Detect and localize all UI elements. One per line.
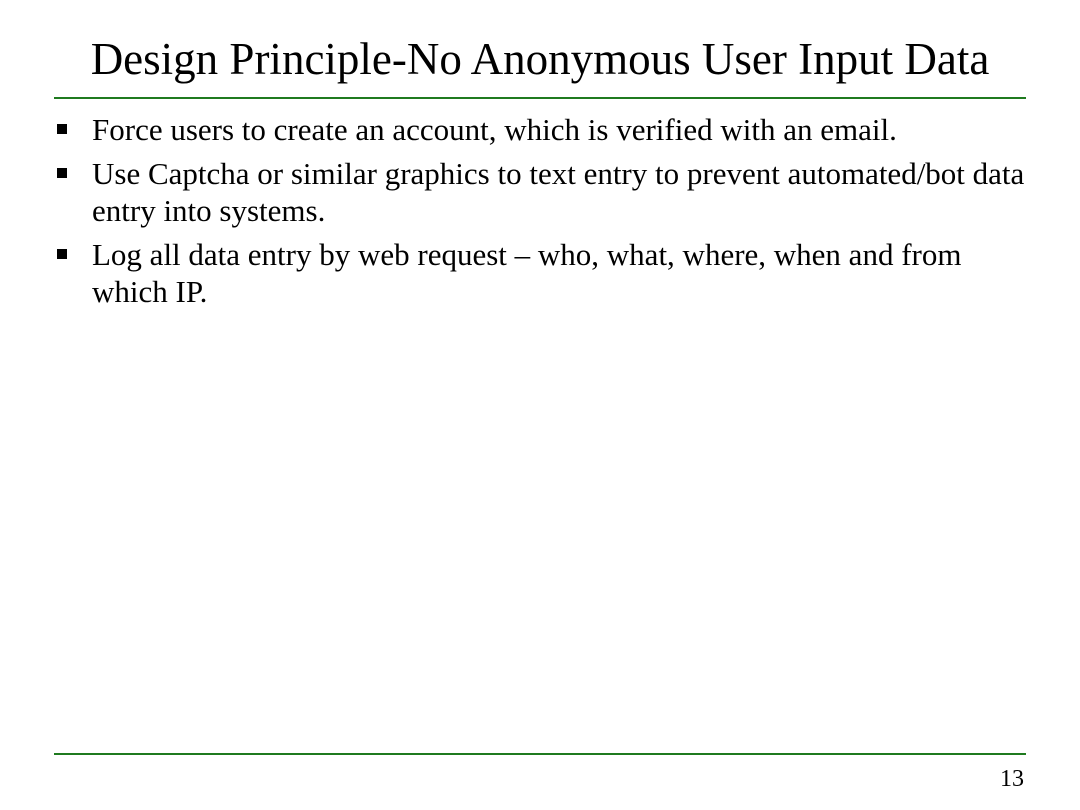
bullet-list [54, 105, 1034, 310]
bullet-text: Use Captcha or similar graphics to text entry to prevent automated/bot data entry into systems. [92, 156, 1025, 228]
square-bullet-icon [57, 124, 67, 134]
bullet-text: Force users to create an account, which is verified with an email. [92, 112, 897, 147]
page-number: 13 [1000, 766, 1024, 792]
title-divider [54, 97, 1026, 99]
bullet-item [54, 111, 1034, 148]
slide-title: Design Principle-No Anonymous User Input Data [90, 34, 990, 84]
square-bullet-icon [57, 249, 67, 259]
square-bullet-icon [57, 168, 67, 178]
footer-divider [54, 753, 1026, 755]
bullet-item [54, 236, 1034, 310]
bullet-text: Log all data entry by web request – who, what, where, when and from which IP. [92, 237, 962, 309]
bullet-item [54, 155, 1034, 229]
